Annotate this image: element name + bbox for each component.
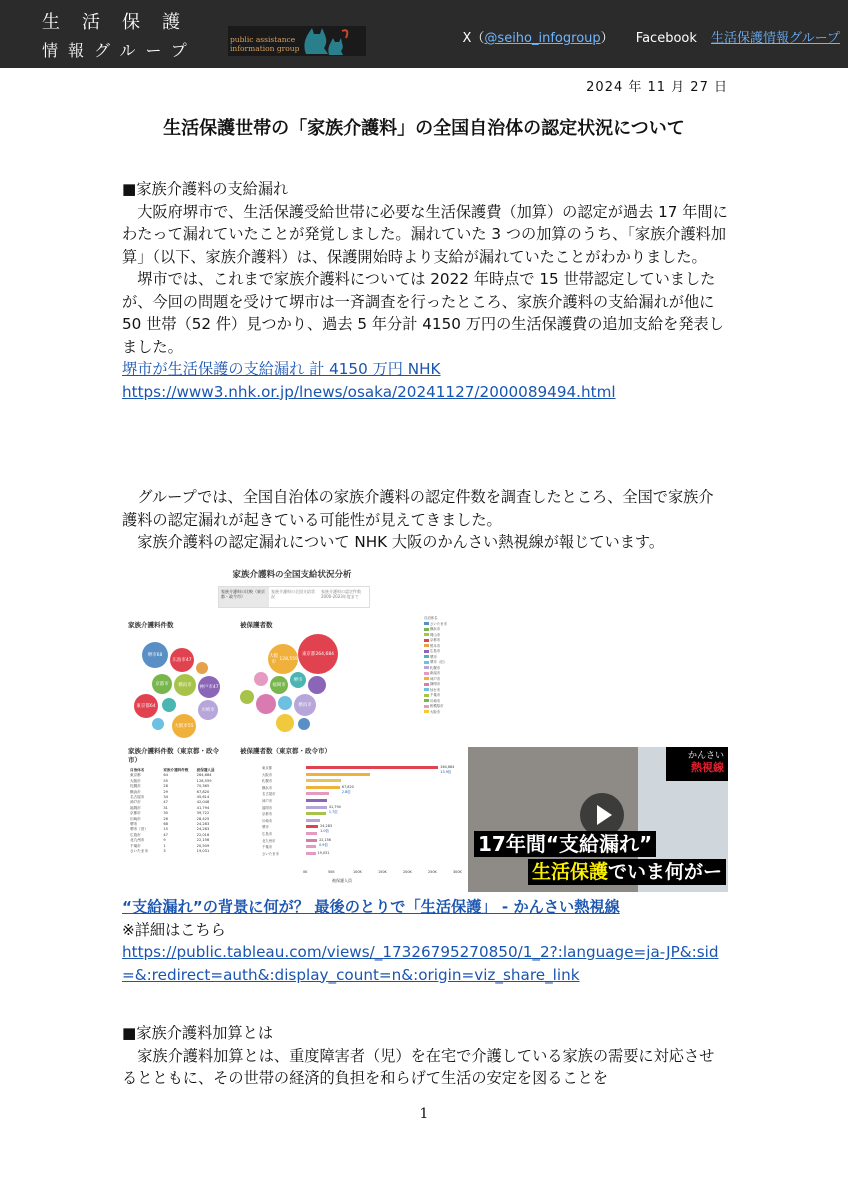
legend-swatch <box>424 650 429 653</box>
cat-logo-icon <box>228 26 366 56</box>
table-cell: 47 <box>163 800 168 805</box>
bubble <box>276 714 294 732</box>
dashboard-tab[interactable]: 家族介護料の全国支給状況 <box>271 589 315 599</box>
x-axis-title: 被保護人員 <box>332 878 352 883</box>
facebook-link[interactable]: 生活保護情報グループ <box>711 31 840 46</box>
bubble: 堺市 68 <box>142 642 168 668</box>
recipients-bar-chart <box>262 764 458 874</box>
table-cell: 28 <box>163 784 168 789</box>
bar-ratio-label: 13.9倍 <box>440 770 452 774</box>
table-cell: 70,365 <box>196 784 210 789</box>
table-cell: 福岡市 <box>130 805 141 810</box>
dashboard-tab[interactable]: 家族介護料の比較（東京都・政令市） <box>219 587 269 607</box>
legend-swatch <box>424 655 429 658</box>
bubble: 川崎市 <box>198 700 218 720</box>
bubble: 広島市 47 <box>170 648 194 672</box>
legend-swatch <box>424 661 429 664</box>
table-cell: 20,509 <box>196 843 210 848</box>
bubble <box>196 662 208 674</box>
legend-label: 大阪市 <box>430 709 441 714</box>
legend-swatch <box>424 672 429 675</box>
table-cell: 京都市 <box>130 811 141 816</box>
table-cell: 24,283 <box>196 822 210 827</box>
table-cell: 1 <box>163 843 166 848</box>
bar <box>306 812 326 815</box>
bar-label: 北九州市 <box>262 838 276 843</box>
thumbnail-caption: 17年間“支給漏れ” <box>474 831 656 857</box>
video-link[interactable]: “支給漏れ”の背景に何が？ 最後のとりで「生活保護」 - かんさい熱視線 <box>122 898 620 916</box>
legend-label: 神戸市 <box>430 676 441 681</box>
bar-label: 神戸市 <box>262 799 273 803</box>
legend-swatch <box>424 633 429 636</box>
table-cell: 39,722 <box>196 811 210 816</box>
table-cell: 15 <box>163 827 168 832</box>
bubble <box>278 696 292 710</box>
detail-label: ※詳細はこちら <box>122 920 226 939</box>
table-cell: 広島市 <box>130 832 141 837</box>
table-cell: 大阪市 <box>130 778 141 783</box>
bubble: 大阪市 55 <box>172 714 196 738</box>
legend-label: 広島市 <box>430 649 441 653</box>
table-cell: 3 <box>163 849 166 854</box>
bar <box>306 839 317 842</box>
bubble: 横浜市 <box>174 674 196 696</box>
page-number: 1 <box>419 1106 429 1122</box>
column-header: 自治体名 <box>130 768 145 772</box>
legend-swatch <box>424 683 429 686</box>
table-cell: 26 <box>163 816 168 821</box>
x-tick-label: 50K <box>328 870 335 874</box>
table-cell: 31 <box>163 805 168 810</box>
table-cell: 264,684 <box>196 773 212 778</box>
dashboard-title: 家族介護料の全国支給状況分析 <box>232 570 352 580</box>
bar-label: 京都市 <box>262 812 273 817</box>
x-tick-label: 200K <box>403 870 412 874</box>
org-logo <box>228 26 366 56</box>
legend-label: 仙台市 <box>430 687 441 692</box>
section-video-link <box>122 896 728 986</box>
table-cell: 千葉市 <box>130 843 141 848</box>
legend-label: 静岡市 <box>430 682 441 686</box>
bar <box>306 832 317 835</box>
bar <box>306 825 318 828</box>
bubble-chart-recipients <box>238 632 348 742</box>
logo-text-2: information group <box>230 44 300 53</box>
tableau-url-link[interactable]: https://public.tableau.com/views/_17326795270850/1_2?:language=ja-JP&:sid=&:redirect=auth&:display_count=n&:origin=viz_share_link <box>122 943 719 984</box>
x-close: ） <box>600 31 614 46</box>
bubble <box>308 676 326 694</box>
table-cell: 19,031 <box>196 849 210 854</box>
legend-swatch <box>424 705 429 708</box>
panel-label: 被保護者数（東京都・政令市） <box>240 747 331 755</box>
table-cell: 41,794 <box>196 805 210 810</box>
document-date: 2024 年 11 月 27 日 <box>586 80 728 95</box>
bubble-chart-cases <box>122 632 237 742</box>
bar <box>306 792 329 795</box>
bar <box>306 799 327 802</box>
cases-table <box>130 768 230 855</box>
facebook-label: Facebook <box>635 31 697 46</box>
table-cell: 川崎市 <box>130 816 141 821</box>
bar-value-label: 264,684 <box>440 765 455 769</box>
bar-label: 名古屋市 <box>262 792 276 797</box>
bubble: 東京都 264,684 <box>298 634 338 674</box>
legend-swatch <box>424 644 429 647</box>
bar-label: 堺市 <box>262 825 269 830</box>
table-cell: 68 <box>163 822 168 827</box>
legend-label: 千葉市 <box>430 693 441 697</box>
bubble: 東京都 64 <box>134 694 158 718</box>
legend-label: 堺市 <box>430 654 437 659</box>
nhk-article-link[interactable]: 堺市が生活保護の支給漏れ 計 4150 万円 NHK <box>122 360 441 378</box>
bubble <box>152 718 164 730</box>
table-cell: 堺市 <box>130 822 138 827</box>
legend-label: 川崎市 <box>430 698 441 703</box>
table-cell: 札幌市 <box>130 784 141 789</box>
legend-swatch <box>424 622 429 625</box>
bar-ratio-label: 1.7倍 <box>328 809 338 814</box>
bubble <box>256 694 276 714</box>
bar-value-label: 24,283 <box>320 824 333 829</box>
legend-swatch <box>424 688 429 691</box>
x-tick-label: 250K <box>428 870 437 874</box>
logo-text-1: public assistance <box>230 35 296 44</box>
legend-label: 堺市（旧） <box>430 660 447 664</box>
legend-title: 自治体名 <box>424 616 438 620</box>
dashboard-tabs <box>218 586 370 608</box>
dashboard-tab[interactable]: 家族介護料の認定件数 2000-2023年度まで <box>321 589 361 599</box>
bar-label: 東京都 <box>262 766 273 770</box>
table-cell: 神戸市 <box>130 800 141 805</box>
x-tick-label: 150K <box>378 870 387 874</box>
table-cell: 30 <box>163 811 168 816</box>
bar-label: 札幌市 <box>262 779 273 784</box>
bar-label: 福岡市 <box>262 805 273 810</box>
x-tick-label: 100K <box>353 870 362 874</box>
org-name-line2: 情報グループ <box>42 41 197 60</box>
table-cell: 128,559 <box>196 778 212 783</box>
bar-value-label: 22,156 <box>319 837 331 842</box>
bar <box>306 766 438 769</box>
paragraph: 大阪府堺市で、生活保護受給世帯に必要な生活保護費（加算）の認定が過去 17 年間にわたって漏れていたことが発覚しました。漏れていた 3 つの加算のうち、「家族介護料加算」（以下、家族介護料）は、保護開始時より支給が漏れていたことがわかりました。 <box>122 202 728 266</box>
panel-label: 家族介護料件数 <box>128 621 174 629</box>
table-cell: 29 <box>163 789 168 794</box>
table-cell: 42,048 <box>196 800 210 805</box>
table-cell: 28,425 <box>196 816 210 821</box>
bar <box>306 852 316 855</box>
legend-swatch <box>424 639 429 642</box>
bar-ratio-label: 2.8倍 <box>341 789 351 794</box>
section-heading: ■家族介護料の支給漏れ <box>122 180 289 198</box>
panel-label: 家族介護料件数（東京都・政令市） <box>128 747 219 764</box>
bar <box>306 786 340 789</box>
paragraph: 堺市では、これまで家族介護料については 2022 年時点で 15 世帯認定していましたが、今回の問題を受けて堺市は一斉調査を行ったところ、家族介護料の支給漏れが他に 50 世帯（52 件）見つかり、過去 5 年分計 4150 万円の生活保護費の追加支給を発表しました。 <box>122 270 724 356</box>
paragraph: 家族介護料加算とは、重度障害者（児）を在宅で介護している家族の需要に対応させるとともに、その世帯の経済的負担を和らげて生活の安定を図ることを <box>122 1046 715 1087</box>
bubble <box>298 718 310 730</box>
bubble: 福岡市 <box>270 676 288 694</box>
bubble: 堺市 <box>290 672 306 688</box>
bar <box>306 845 316 848</box>
table-cell: 堺市（旧） <box>130 827 148 832</box>
table-cell: 東京都 <box>130 773 141 778</box>
legend-swatch <box>424 628 429 631</box>
table-cell: さいたま市 <box>130 849 148 854</box>
table-cell: 22,156 <box>196 838 210 843</box>
video-thumbnail[interactable] <box>468 747 728 892</box>
panel-label: 被保護者数 <box>240 621 273 629</box>
x-tick-label: 300K <box>453 870 462 874</box>
table-cell: 横浜市 <box>130 789 141 794</box>
column-header: 被保護人員 <box>196 768 215 772</box>
bar-label: 千葉市 <box>262 845 273 850</box>
legend-swatch <box>424 666 429 669</box>
legend-swatch <box>424 677 429 680</box>
legend-label: 札幌市 <box>430 665 441 670</box>
table-row <box>130 849 230 854</box>
section-support-omission <box>122 178 728 403</box>
program-logo: かんさい 熱視線 <box>666 747 728 781</box>
paragraph: グループでは、全国自治体の家族介護料の認定件数を調査したところ、全国で家族介護料の認定漏れが起きている可能性が見えてきました。 <box>122 488 714 529</box>
legend-label: 横浜市 <box>430 627 441 631</box>
legend-item <box>424 710 447 716</box>
legend-label: 相模原市 <box>430 704 444 708</box>
table-cell: 47 <box>163 832 168 837</box>
bar-label: 川崎市 <box>262 818 273 823</box>
nhk-article-url[interactable]: https://www3.nhk.or.jp/lnews/osaka/20241127/2000089494.html <box>122 382 616 401</box>
legend-label: 京都市 <box>430 638 441 642</box>
bar-ratio-label: 0.9倍 <box>319 842 328 847</box>
table-cell: 64 <box>163 773 168 778</box>
table-cell: 22,016 <box>196 832 210 837</box>
bar-ratio-label: 1.0倍 <box>320 829 329 834</box>
org-name-line1: 生活保護 <box>42 12 202 33</box>
bubble: 神戸市 47 <box>198 676 220 698</box>
x-tick-label: 0K <box>303 870 308 874</box>
bar-label: さいたま市 <box>262 851 279 856</box>
table-cell: 34 <box>163 795 168 800</box>
legend-swatch <box>424 694 429 697</box>
bar <box>306 819 320 822</box>
chart-legend <box>424 616 447 715</box>
section-care-allowance <box>122 1022 728 1090</box>
thumbnail-caption: 生活保護でいま何がー <box>528 859 726 885</box>
table-cell: 45,614 <box>196 795 210 800</box>
bar-value-label: 67,820 <box>341 784 354 789</box>
header-links <box>463 27 840 46</box>
table-cell: 北九州市 <box>130 838 145 843</box>
bubble: 京都市 <box>152 674 172 694</box>
x-handle-link[interactable]: @seiho_infogroup <box>484 31 601 46</box>
bubble <box>162 698 176 712</box>
table-cell: 名古屋市 <box>130 795 145 800</box>
x-label: X（ <box>462 31 485 46</box>
paragraph: 家族介護料の認定漏れについて NHK 大阪のかんさい熱視線が報じています。 <box>137 533 665 551</box>
bar-value-label: 41,794 <box>328 804 341 809</box>
bar <box>306 779 341 782</box>
bar-label: 横浜市 <box>262 785 273 790</box>
section-group-survey <box>122 486 728 554</box>
site-header <box>0 0 848 68</box>
bar-label: 大阪市 <box>262 772 273 777</box>
legend-label: 岡山市 <box>430 632 441 637</box>
section-heading: ■家族介護料加算とは <box>122 1024 274 1042</box>
legend-label: さいたま市 <box>430 621 447 626</box>
bubble <box>240 690 254 704</box>
bar-value-label: 19,031 <box>317 850 330 855</box>
bubble: 横浜市 <box>294 694 316 716</box>
column-header: 家族介護料件数 <box>163 768 189 772</box>
bar-label: 広島市 <box>262 832 273 836</box>
table-cell: 9 <box>163 838 166 843</box>
bar <box>306 806 327 809</box>
legend-swatch <box>424 710 429 713</box>
legend-swatch <box>424 699 429 702</box>
bubble <box>254 672 268 686</box>
bar <box>306 773 370 776</box>
table-cell: 24,283 <box>196 827 210 832</box>
table-cell: 67,820 <box>196 789 210 794</box>
legend-label: 熊本市 <box>430 643 441 648</box>
legend-label: 新潟市 <box>430 671 441 675</box>
tableau-dashboard-image[interactable] <box>122 562 462 892</box>
document-title: 生活保護世帯の「家族介護料」の全国自治体の認定状況について <box>163 118 685 139</box>
bubble: 大阪市 128,559 <box>268 644 298 674</box>
table-cell: 55 <box>163 778 168 783</box>
